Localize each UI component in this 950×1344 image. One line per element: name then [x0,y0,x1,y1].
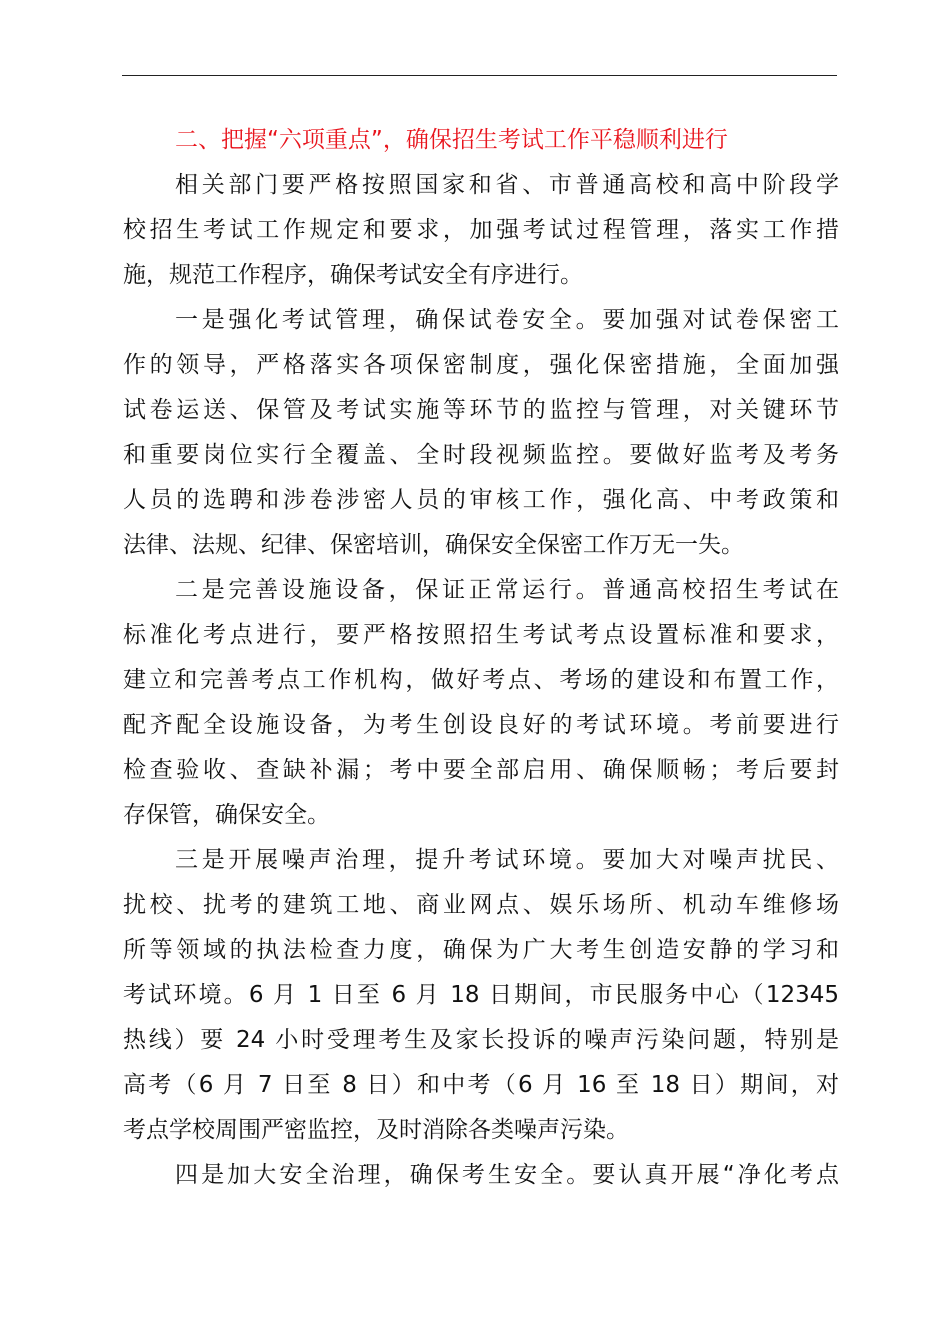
text-line: 人员的选聘和涉卷涉密人员的审核工作，强化高、中考政策和 [123,487,839,513]
text-line: 法律、法规、纪律、保密培训，确保安全保密工作万无一失。 [123,532,744,558]
text-line: 二是完善设施设备，保证正常运行。普通高校招生考试在 [175,577,839,603]
text-line: 考点学校周围严密监控，及时消除各类噪声污染。 [123,1117,629,1143]
text-line: 一是强化考试管理，确保试卷安全。要加强对试卷保密工 [175,307,839,333]
document-body [123,118,839,1198]
text-line: 四是加大安全治理，确保考生安全。要认真开展“净化考点 [175,1162,839,1188]
text-line: 所等领域的执法检查力度，确保为广大考生创造安静的学习和 [123,937,839,963]
text-line: 扰校、扰考的建筑工地、商业网点、娱乐场所、机动车维修场 [123,892,839,918]
text-line: 校招生考试工作规定和要求，加强考试过程管理，落实工作措 [123,217,839,243]
text-line: 作的领导，严格落实各项保密制度，强化保密措施，全面加强 [123,352,839,378]
text-line: 热线）要 24 小时受理考生及家长投诉的噪声污染问题，特别是 [123,1027,839,1053]
text-line: 建立和完善考点工作机构，做好考点、考场的建设和布置工作， [123,667,839,693]
text-line: 试卷运送、保管及考试实施等环节的监控与管理，对关键环节 [123,397,839,423]
text-line: 标准化考点进行，要严格按照招生考试考点设置标准和要求， [123,622,839,648]
paragraph [123,838,839,1153]
text-line: 考试环境。6 月 1 日至 6 月 18 日期间，市民服务中心（12345 [123,982,839,1008]
text-line: 存保管，确保安全。 [123,802,330,828]
paragraph [123,163,839,298]
text-line: 相关部门要严格按照国家和省、市普通高校和高中阶段学 [175,172,839,198]
paragraph [123,1153,839,1198]
header-rule [122,75,837,76]
text-line: 高考（6 月 7 日至 8 日）和中考（6 月 16 至 18 日）期间，对 [123,1072,839,1098]
text-line: 三是开展噪声治理，提升考试环境。要加大对噪声扰民、 [175,847,839,873]
text-line: 施，规范工作程序，确保考试安全有序进行。 [123,262,583,288]
text-line: 配齐配全设施设备，为考生创设良好的考试环境。考前要进行 [123,712,839,738]
text-line: 和重要岗位实行全覆盖、全时段视频监控。要做好监考及考务 [123,442,839,468]
paragraph [123,568,839,838]
text-line: 检查验收、查缺补漏；考中要全部启用、确保顺畅；考后要封 [123,757,839,783]
section-heading: 二、把握“六项重点”，确保招生考试工作平稳顺利进行 [175,127,728,153]
paragraph [123,298,839,568]
